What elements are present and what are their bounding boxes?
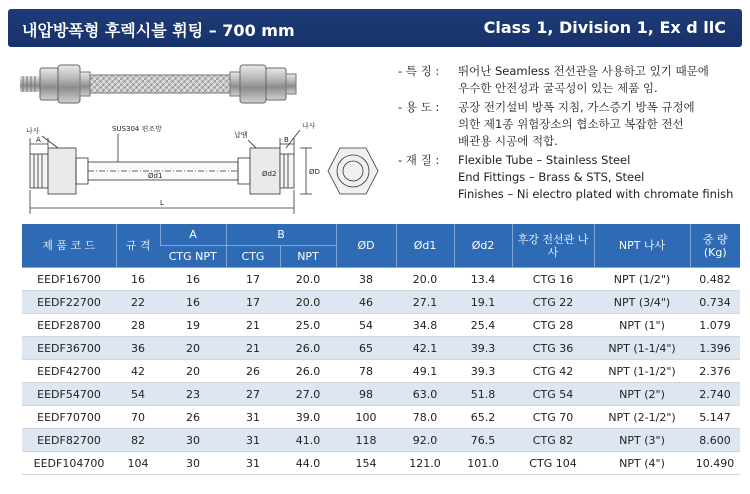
cell-a-ctg-npt: 30 bbox=[160, 429, 226, 452]
cell-size: 42 bbox=[116, 360, 160, 383]
table-row bbox=[22, 337, 740, 360]
spec-description bbox=[398, 63, 743, 205]
cell-d2: 39.3 bbox=[454, 337, 512, 360]
label-d1: Ød1 bbox=[148, 172, 163, 180]
cell-npt-thread: NPT (3") bbox=[594, 429, 690, 452]
spec-line: 배관용 시공에 적합. bbox=[458, 134, 558, 148]
table-row bbox=[22, 406, 740, 429]
spec-line: 뛰어난 Seamless 전선관을 사용하고 있기 때문에 bbox=[458, 64, 709, 78]
cell-od: 154 bbox=[336, 452, 396, 475]
cell-b-ctg: 17 bbox=[226, 268, 280, 291]
spec-usage bbox=[398, 99, 743, 150]
cell-b-ctg: 21 bbox=[226, 337, 280, 360]
cell-od: 100 bbox=[336, 406, 396, 429]
cell-product-code: EEDF42700 bbox=[22, 360, 116, 383]
cell-npt-thread: NPT (1/2") bbox=[594, 268, 690, 291]
cell-npt-thread: NPT (3/4") bbox=[594, 291, 690, 314]
spec-line: End Fittings – Brass & STS, Steel bbox=[458, 170, 645, 184]
cell-od: 65 bbox=[336, 337, 396, 360]
cell-a-ctg-npt: 30 bbox=[160, 452, 226, 475]
cell-a-ctg-npt: 16 bbox=[160, 268, 226, 291]
spec-material bbox=[398, 152, 743, 203]
cell-conduit-thread: CTG 70 bbox=[512, 406, 594, 429]
cell-a-ctg-npt: 20 bbox=[160, 337, 226, 360]
cell-npt-thread: NPT (1-1/4") bbox=[594, 337, 690, 360]
cell-d1: 34.8 bbox=[396, 314, 454, 337]
label-od: ØD bbox=[309, 168, 320, 176]
cell-od: 118 bbox=[336, 429, 396, 452]
label-a: A bbox=[36, 136, 41, 144]
cell-d2: 13.4 bbox=[454, 268, 512, 291]
table-row bbox=[22, 383, 740, 406]
cell-weight: 5.147 bbox=[690, 406, 740, 429]
cell-b-ctg: 31 bbox=[226, 452, 280, 475]
cell-d2: 76.5 bbox=[454, 429, 512, 452]
cell-d1: 27.1 bbox=[396, 291, 454, 314]
header-d2: Ød2 bbox=[454, 224, 512, 268]
cell-od: 78 bbox=[336, 360, 396, 383]
cell-a-ctg-npt: 20 bbox=[160, 360, 226, 383]
cell-a-ctg-npt: 16 bbox=[160, 291, 226, 314]
cell-conduit-thread: CTG 36 bbox=[512, 337, 594, 360]
cell-conduit-thread: CTG 28 bbox=[512, 314, 594, 337]
cell-size: 22 bbox=[116, 291, 160, 314]
spec-line: Finishes – Ni electro plated with chromate finish bbox=[458, 187, 734, 201]
cell-conduit-thread: CTG 54 bbox=[512, 383, 594, 406]
cell-d2: 25.4 bbox=[454, 314, 512, 337]
spec-features bbox=[398, 63, 743, 97]
cell-d2: 19.1 bbox=[454, 291, 512, 314]
header-weight: 중 량 (Kg) bbox=[690, 224, 740, 268]
cell-product-code: EEDF82700 bbox=[22, 429, 116, 452]
spec-line: Flexible Tube – Stainless Steel bbox=[458, 153, 631, 167]
cell-product-code: EEDF70700 bbox=[22, 406, 116, 429]
cell-b-ctg: 31 bbox=[226, 406, 280, 429]
cell-product-code: EEDF22700 bbox=[22, 291, 116, 314]
cell-weight: 1.079 bbox=[690, 314, 740, 337]
cell-size: 70 bbox=[116, 406, 160, 429]
table-row bbox=[22, 360, 740, 383]
cell-b-npt: 44.0 bbox=[280, 452, 336, 475]
cell-d2: 39.3 bbox=[454, 360, 512, 383]
table-row bbox=[22, 429, 740, 452]
page-title: 내압방폭형 후렉시블 휘팅 – 700 mm bbox=[22, 21, 295, 40]
cell-npt-thread: NPT (4") bbox=[594, 452, 690, 475]
cell-d1: 42.1 bbox=[396, 337, 454, 360]
cell-product-code: EEDF54700 bbox=[22, 383, 116, 406]
cell-npt-thread: NPT (1") bbox=[594, 314, 690, 337]
cell-weight: 0.734 bbox=[690, 291, 740, 314]
cell-product-code: EEDF104700 bbox=[22, 452, 116, 475]
header-a: A bbox=[160, 224, 226, 246]
cell-b-ctg: 17 bbox=[226, 291, 280, 314]
cell-od: 46 bbox=[336, 291, 396, 314]
cell-b-ctg: 27 bbox=[226, 383, 280, 406]
cell-size: 104 bbox=[116, 452, 160, 475]
cell-b-npt: 20.0 bbox=[280, 268, 336, 291]
label-nut-left: 나사 bbox=[26, 127, 40, 135]
cell-b-ctg: 26 bbox=[226, 360, 280, 383]
header-size: 규 격 bbox=[116, 224, 160, 268]
cell-b-npt: 26.0 bbox=[280, 337, 336, 360]
cell-conduit-thread: CTG 42 bbox=[512, 360, 594, 383]
spec-key: - 용 도 : bbox=[398, 100, 440, 114]
cell-d1: 49.1 bbox=[396, 360, 454, 383]
cell-b-npt: 41.0 bbox=[280, 429, 336, 452]
cell-d2: 101.0 bbox=[454, 452, 512, 475]
spec-line: 우수한 안전성과 굴곡성이 있는 제품 임. bbox=[458, 81, 658, 95]
cell-weight: 1.396 bbox=[690, 337, 740, 360]
header-product-code: 제 품 코 드 bbox=[22, 224, 116, 268]
cell-od: 38 bbox=[336, 268, 396, 291]
cell-a-ctg-npt: 19 bbox=[160, 314, 226, 337]
product-table bbox=[22, 224, 740, 475]
table-row bbox=[22, 314, 740, 337]
cell-b-npt: 25.0 bbox=[280, 314, 336, 337]
header-npt-thread: NPT 나사 bbox=[594, 224, 690, 268]
cell-b-npt: 39.0 bbox=[280, 406, 336, 429]
cell-conduit-thread: CTG 16 bbox=[512, 268, 594, 291]
cell-weight: 8.600 bbox=[690, 429, 740, 452]
table-row bbox=[22, 452, 740, 475]
cell-d1: 63.0 bbox=[396, 383, 454, 406]
cell-weight: 10.490 bbox=[690, 452, 740, 475]
product-photo bbox=[18, 56, 298, 112]
cell-conduit-thread: CTG 104 bbox=[512, 452, 594, 475]
cell-product-code: EEDF16700 bbox=[22, 268, 116, 291]
label-l: L bbox=[160, 199, 164, 207]
cell-b-ctg: 21 bbox=[226, 314, 280, 337]
cell-product-code: EEDF36700 bbox=[22, 337, 116, 360]
header-od: ØD bbox=[336, 224, 396, 268]
cell-conduit-thread: CTG 22 bbox=[512, 291, 594, 314]
dimension-drawing bbox=[22, 120, 390, 218]
header-b: B bbox=[226, 224, 336, 246]
header-b-ctg: CTG bbox=[226, 246, 280, 268]
cell-npt-thread: NPT (2") bbox=[594, 383, 690, 406]
cell-size: 16 bbox=[116, 268, 160, 291]
header-a-ctg-npt: CTG NPT bbox=[160, 246, 226, 268]
cell-od: 54 bbox=[336, 314, 396, 337]
cell-weight: 2.376 bbox=[690, 360, 740, 383]
table-row bbox=[22, 268, 740, 291]
cell-d1: 20.0 bbox=[396, 268, 454, 291]
spec-line: 공장 전기설비 방폭 지침, 가스증기 방폭 규정에 bbox=[458, 100, 695, 114]
cell-npt-thread: NPT (2-1/2") bbox=[594, 406, 690, 429]
header-d1: Ød1 bbox=[396, 224, 454, 268]
spec-line: 의한 제1종 위험장소의 협소하고 복잡한 전선 bbox=[458, 117, 684, 131]
label-d2: Ød2 bbox=[262, 170, 277, 178]
cell-size: 54 bbox=[116, 383, 160, 406]
cell-conduit-thread: CTG 82 bbox=[512, 429, 594, 452]
cell-weight: 2.740 bbox=[690, 383, 740, 406]
label-solder: 납땜 bbox=[234, 131, 248, 139]
cell-d1: 78.0 bbox=[396, 406, 454, 429]
label-sus-braid: SUS304 편조망 bbox=[112, 125, 162, 133]
header-b-npt: NPT bbox=[280, 246, 336, 268]
cell-product-code: EEDF28700 bbox=[22, 314, 116, 337]
header-conduit-thread: 후강 전선관 나사 bbox=[512, 224, 594, 268]
spec-key: - 특 징 : bbox=[398, 64, 440, 78]
cell-od: 98 bbox=[336, 383, 396, 406]
cell-npt-thread: NPT (1-1/2") bbox=[594, 360, 690, 383]
cell-b-npt: 26.0 bbox=[280, 360, 336, 383]
cell-size: 28 bbox=[116, 314, 160, 337]
cell-a-ctg-npt: 23 bbox=[160, 383, 226, 406]
cell-b-npt: 27.0 bbox=[280, 383, 336, 406]
cell-size: 82 bbox=[116, 429, 160, 452]
classification-label: Class 1, Division 1, Ex d llC bbox=[483, 18, 726, 37]
cell-size: 36 bbox=[116, 337, 160, 360]
cell-b-ctg: 31 bbox=[226, 429, 280, 452]
label-b: B bbox=[284, 136, 289, 144]
label-nut-right: 나사 bbox=[302, 122, 316, 130]
cell-d1: 92.0 bbox=[396, 429, 454, 452]
cell-weight: 0.482 bbox=[690, 268, 740, 291]
cell-d2: 51.8 bbox=[454, 383, 512, 406]
title-banner bbox=[8, 9, 742, 47]
cell-a-ctg-npt: 26 bbox=[160, 406, 226, 429]
cell-b-npt: 20.0 bbox=[280, 291, 336, 314]
cell-d2: 65.2 bbox=[454, 406, 512, 429]
spec-key: - 재 질 : bbox=[398, 153, 440, 167]
table-row bbox=[22, 291, 740, 314]
cell-d1: 121.0 bbox=[396, 452, 454, 475]
